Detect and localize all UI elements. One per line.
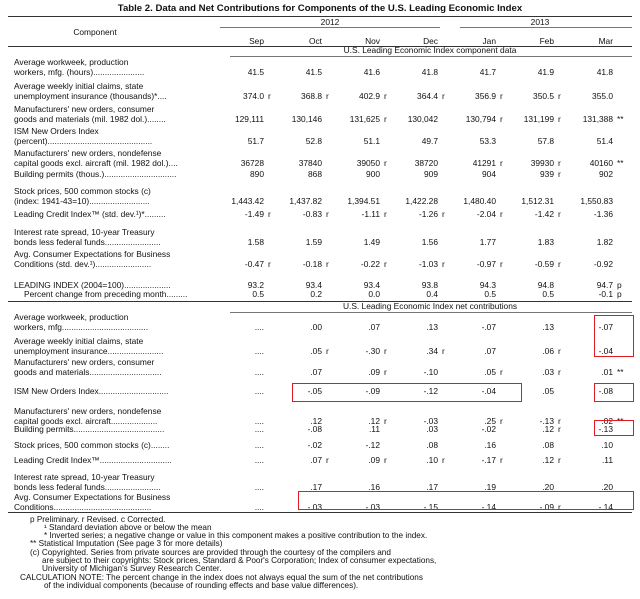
month-header-mar: Mar bbox=[598, 36, 613, 46]
net-contribution-cell: .09 bbox=[368, 455, 380, 465]
leading-index-cell: 94.7 bbox=[596, 280, 613, 290]
net-contribution-cell: -.09 bbox=[365, 386, 380, 396]
net-contribution-cell: .34 bbox=[426, 346, 438, 356]
percent-change-cell: 0.0 bbox=[368, 289, 380, 299]
component-data-flag: r bbox=[384, 209, 387, 219]
net-contribution-cell: .05 bbox=[542, 386, 554, 396]
rule-line bbox=[8, 512, 632, 513]
component-data-flag: r bbox=[268, 91, 271, 101]
footnote-line: * Inverted series; a negative change or value in this component makes a positive contribution to the index. bbox=[44, 531, 428, 540]
net-contribution-cell: .12 bbox=[368, 416, 380, 426]
component-data-cell: 1.58 bbox=[247, 237, 264, 247]
component-data-cell: 131,199 bbox=[523, 114, 554, 124]
component-data-cell: 51.1 bbox=[363, 136, 380, 146]
net-contribution-cell: -.04 bbox=[481, 386, 496, 396]
component-data-flag: r bbox=[268, 259, 271, 269]
component-data-row-label: Avg. Consumer Expectations for Business bbox=[14, 249, 171, 259]
net-contribution-flag: r bbox=[558, 416, 561, 426]
component-data-cell: 130,042 bbox=[407, 114, 438, 124]
component-data-cell: -1.11 bbox=[361, 209, 380, 219]
component-data-flag: r bbox=[558, 209, 561, 219]
component-data-cell: -1.36 bbox=[593, 209, 613, 219]
component-data-cell: 49.7 bbox=[421, 136, 438, 146]
footnote-line: ** Statistical Imputation (See page 3 for more details) bbox=[30, 539, 223, 548]
component-data-cell: 902 bbox=[599, 169, 613, 179]
net-contribution-cell: .... bbox=[254, 416, 264, 426]
component-data-cell: 130,794 bbox=[465, 114, 496, 124]
component-data-flag: r bbox=[558, 169, 561, 179]
month-header-nov: Nov bbox=[365, 36, 380, 46]
net-contribution-flag: r bbox=[384, 346, 387, 356]
net-contribution-cell: .17 bbox=[310, 482, 322, 492]
month-header-feb: Feb bbox=[539, 36, 554, 46]
net-contribution-flag: ** bbox=[617, 416, 624, 426]
net-contribution-cell: .12 bbox=[542, 424, 554, 434]
net-contribution-cell: -.03 bbox=[365, 502, 380, 512]
component-data-flag: r bbox=[500, 259, 503, 269]
component-data-cell: 368.8 bbox=[301, 91, 322, 101]
component-data-row-label: (percent)............................................. bbox=[14, 136, 153, 146]
component-data-cell: 39930 bbox=[530, 158, 554, 168]
component-data-cell: 1.56 bbox=[421, 237, 438, 247]
component-data-cell: 364.4 bbox=[417, 91, 438, 101]
rule-line bbox=[230, 312, 632, 313]
component-data-cell: -1.42 bbox=[534, 209, 554, 219]
component-data-cell: 41.8 bbox=[421, 67, 438, 77]
component-data-row-label: bonds less federal funds........................ bbox=[14, 237, 161, 247]
net-contribution-cell: -.07 bbox=[481, 322, 496, 332]
net-contribution-flag: r bbox=[558, 455, 561, 465]
footnote-line: are subject to their copyrights: Stock prices, Standard & Poor's Corporation; Index of consumer expectations, bbox=[42, 556, 437, 565]
component-data-flag: r bbox=[384, 158, 387, 168]
component-data-cell: 1.77 bbox=[479, 237, 496, 247]
component-data-cell: -1.49 bbox=[244, 209, 264, 219]
highlight-box-4 bbox=[594, 420, 634, 436]
net-contribution-cell: -.13 bbox=[598, 424, 613, 434]
component-data-cell: 51.4 bbox=[596, 136, 613, 146]
component-data-cell: -0.22 bbox=[360, 259, 380, 269]
component-data-flag: r bbox=[326, 259, 329, 269]
net-contribution-cell: -.17 bbox=[481, 455, 496, 465]
component-data-cell: 130,146 bbox=[291, 114, 322, 124]
component-data-cell: 909 bbox=[424, 169, 438, 179]
net-contribution-flag: r bbox=[326, 346, 329, 356]
net-contribution-cell: .12 bbox=[542, 455, 554, 465]
net-contribution-cell: .... bbox=[254, 482, 264, 492]
component-data-cell: 355.0 bbox=[592, 91, 613, 101]
footnote-line: of the individual components (because of rounding effects and base value differences). bbox=[44, 581, 359, 590]
net-contribution-cell: -.04 bbox=[598, 346, 613, 356]
component-data-cell: 41.5 bbox=[305, 67, 322, 77]
component-data-flag: r bbox=[268, 209, 271, 219]
net-contribution-cell: -.02 bbox=[481, 424, 496, 434]
component-data-cell: 41.8 bbox=[596, 67, 613, 77]
component-data-cell: 41.5 bbox=[247, 67, 264, 77]
component-data-cell: 129,111 bbox=[234, 114, 264, 124]
component-data-row-label: Average weekly initial claims, state bbox=[14, 81, 144, 91]
net-contribution-cell: .10 bbox=[601, 440, 613, 450]
net-contribution-section-title: U.S. Leading Economic Index net contributions bbox=[342, 301, 518, 311]
component-data-flag: r bbox=[558, 114, 561, 124]
component-data-cell: 1.59 bbox=[305, 237, 322, 247]
net-contribution-row-label: bonds less federal funds........................ bbox=[14, 482, 161, 492]
month-header-oct: Oct bbox=[308, 36, 322, 46]
net-contribution-flag: r bbox=[558, 346, 561, 356]
highlight-box-2 bbox=[292, 383, 522, 402]
net-contribution-cell: .12 bbox=[310, 416, 322, 426]
net-contribution-row-label: Avg. Consumer Expectations for Business bbox=[14, 492, 171, 502]
component-data-flag: r bbox=[384, 259, 387, 269]
component-data-cell: 57.8 bbox=[537, 136, 554, 146]
component-data-flag: r bbox=[442, 259, 445, 269]
component-data-cell: 890 bbox=[250, 169, 264, 179]
net-contribution-cell: -.07 bbox=[598, 322, 613, 332]
component-data-cell: 900 bbox=[366, 169, 380, 179]
net-contribution-flag: r bbox=[384, 367, 387, 377]
component-data-cell: 374.0 bbox=[243, 91, 264, 101]
component-data-flag: ** bbox=[617, 114, 624, 124]
component-data-flag: r bbox=[326, 209, 329, 219]
net-contribution-cell: .20 bbox=[542, 482, 554, 492]
leading-index-cell: 93.4 bbox=[305, 280, 322, 290]
component-data-cell: 1,443.42 bbox=[231, 196, 264, 206]
net-contribution-cell: .10 bbox=[426, 455, 438, 465]
component-data-row-label: goods and materials (mil. 1982 dol.)........ bbox=[14, 114, 166, 124]
component-data-row-label: capital goods excl. aircraft (mil. 1982 dol.).... bbox=[14, 158, 178, 168]
highlight-box-1 bbox=[594, 315, 634, 357]
component-data-flag: ** bbox=[617, 158, 624, 168]
percent-change-cell: 0.5 bbox=[252, 289, 264, 299]
net-contribution-row-label: Manufacturers' new orders, nondefense bbox=[14, 406, 162, 416]
component-data-cell: 1,437.82 bbox=[289, 196, 322, 206]
component-data-cell: 38720 bbox=[414, 158, 438, 168]
net-contribution-flag: r bbox=[558, 424, 561, 434]
highlight-box-3 bbox=[594, 383, 634, 402]
month-header-sep: Sep bbox=[249, 36, 264, 46]
net-contribution-cell: .01 bbox=[601, 367, 613, 377]
net-contribution-flag: r bbox=[558, 502, 561, 512]
leading-index-cell: 93.2 bbox=[247, 280, 264, 290]
net-contribution-cell: .... bbox=[254, 386, 264, 396]
net-contribution-cell: .11 bbox=[601, 455, 613, 465]
net-contribution-cell: .07 bbox=[310, 367, 322, 377]
component-data-cell: 41291 bbox=[472, 158, 496, 168]
percent-change-cell: 0.2 bbox=[310, 289, 322, 299]
net-contribution-cell: -.08 bbox=[307, 424, 322, 434]
net-contribution-cell: .06 bbox=[542, 346, 554, 356]
component-data-row-label: unemployment insurance (thousands)*.... bbox=[14, 91, 167, 101]
component-data-cell: -0.97 bbox=[476, 259, 496, 269]
net-contribution-row-label: capital goods excl. aircraft.................... bbox=[14, 416, 158, 426]
component-data-cell: -0.92 bbox=[593, 259, 613, 269]
leading-index-cell: 93.8 bbox=[421, 280, 438, 290]
net-contribution-row-label: Average workweek, production bbox=[14, 312, 129, 322]
percent-change-cell: 0.5 bbox=[542, 289, 554, 299]
net-contribution-row-label: Interest rate spread, 10-year Treasury bbox=[14, 472, 155, 482]
component-data-cell: 36728 bbox=[240, 158, 264, 168]
component-data-cell: -2.04 bbox=[476, 209, 496, 219]
net-contribution-cell: .19 bbox=[484, 482, 496, 492]
highlight-box-5 bbox=[298, 491, 634, 510]
component-data-cell: 350.5 bbox=[533, 91, 554, 101]
net-contribution-cell: -.08 bbox=[598, 386, 613, 396]
leading-index-cell: 94.3 bbox=[479, 280, 496, 290]
component-data-cell: 1,394.51 bbox=[347, 196, 380, 206]
net-contribution-cell: -.10 bbox=[423, 367, 438, 377]
net-contribution-flag: r bbox=[558, 367, 561, 377]
percent-change-cell: -0.1 bbox=[598, 289, 613, 299]
net-contribution-cell: .... bbox=[254, 346, 264, 356]
percent-change-cell: 0.5 bbox=[484, 289, 496, 299]
footnote-line: CALCULATION NOTE: The percent change in the index does not always equal the sum of the net contributions bbox=[20, 573, 423, 582]
component-data-flag: r bbox=[442, 209, 445, 219]
footnote-line: p Preliminary. r Revised. c Corrected. bbox=[30, 515, 166, 524]
net-contribution-cell: .08 bbox=[426, 440, 438, 450]
net-contribution-cell: .25 bbox=[484, 416, 496, 426]
component-data-row-label: Building permits (thous.)............................... bbox=[14, 169, 177, 179]
net-contribution-cell: .16 bbox=[368, 482, 380, 492]
component-data-flag: r bbox=[326, 91, 329, 101]
component-data-row-label: Conditions (std. dev.¹)........................ bbox=[14, 259, 152, 269]
component-data-cell: -0.18 bbox=[302, 259, 322, 269]
net-contribution-row-label: Conditions.......................................... bbox=[14, 502, 152, 512]
table-title: Table 2. Data and Net Contributions for Components of the U.S. Leading Economic Index bbox=[117, 3, 523, 14]
net-contribution-cell: .... bbox=[254, 367, 264, 377]
component-data-flag: r bbox=[558, 91, 561, 101]
component-data-row-label: Manufacturers' new orders, nondefense bbox=[14, 148, 162, 158]
rule-line bbox=[460, 27, 632, 28]
net-contribution-cell: -.05 bbox=[307, 386, 322, 396]
net-contribution-row-label: Building permits....................................... bbox=[14, 424, 165, 434]
component-data-row-label: Leading Credit Index™ (std. dev.¹)*......... bbox=[14, 209, 166, 219]
net-contribution-cell: -.12 bbox=[365, 440, 380, 450]
percent-change-flag: p bbox=[617, 289, 622, 299]
component-data-flag: r bbox=[500, 158, 503, 168]
net-contribution-cell: .... bbox=[254, 322, 264, 332]
footnote-line: ¹ Standard deviation above or below the mean bbox=[44, 523, 212, 532]
component-data-cell: 52.8 bbox=[305, 136, 322, 146]
component-data-cell: 356.9 bbox=[475, 91, 496, 101]
net-contribution-row-label: workers, mfg..................................... bbox=[14, 322, 149, 332]
component-data-cell: 939 bbox=[540, 169, 554, 179]
leading-index-flag: p bbox=[617, 280, 622, 290]
net-contribution-cell: -.14 bbox=[481, 502, 496, 512]
year-label-2013: 2013 bbox=[530, 17, 550, 27]
component-data-cell: 1,550.83 bbox=[580, 196, 613, 206]
component-data-row-label: (index: 1941-43=10).......................... bbox=[14, 196, 150, 206]
net-contribution-row-label: unemployment insurance........................ bbox=[14, 346, 164, 356]
net-contribution-cell: -.12 bbox=[423, 386, 438, 396]
component-data-flag: r bbox=[442, 91, 445, 101]
net-contribution-cell: .11 bbox=[368, 424, 380, 434]
net-contribution-cell: .07 bbox=[310, 455, 322, 465]
component-data-row-label: Manufacturers' new orders, consumer bbox=[14, 104, 155, 114]
component-data-row-label: Average workweek, production bbox=[14, 57, 129, 67]
net-contribution-cell: .00 bbox=[310, 322, 322, 332]
leading-index-label: LEADING INDEX (2004=100).................... bbox=[14, 280, 171, 290]
component-data-row-label: Stock prices, 500 common stocks (c) bbox=[14, 186, 151, 196]
net-contribution-cell: .... bbox=[254, 455, 264, 465]
component-data-cell: -0.59 bbox=[534, 259, 554, 269]
net-contribution-row-label: Stock prices, 500 common stocks (c)........ bbox=[14, 440, 170, 450]
net-contribution-flag: r bbox=[326, 455, 329, 465]
rule-line bbox=[220, 27, 440, 28]
component-data-cell: 40160 bbox=[589, 158, 613, 168]
net-contribution-row-label: ISM New Orders Index.............................. bbox=[14, 386, 169, 396]
component-data-cell: 1,422.28 bbox=[405, 196, 438, 206]
net-contribution-cell: -.14 bbox=[598, 502, 613, 512]
net-contribution-cell: -.03 bbox=[423, 416, 438, 426]
component-data-flag: r bbox=[500, 114, 503, 124]
net-contribution-cell: .07 bbox=[368, 322, 380, 332]
net-contribution-cell: -.30 bbox=[365, 346, 380, 356]
component-data-cell: -1.26 bbox=[418, 209, 438, 219]
net-contribution-cell: .05 bbox=[310, 346, 322, 356]
net-contribution-flag: ** bbox=[617, 367, 624, 377]
net-contribution-cell: .03 bbox=[542, 367, 554, 377]
net-contribution-cell: .05 bbox=[484, 367, 496, 377]
net-contribution-cell: .... bbox=[254, 502, 264, 512]
component-data-row-label: ISM New Orders Index bbox=[14, 126, 99, 136]
net-contribution-flag: r bbox=[500, 455, 503, 465]
net-contribution-cell: -.15 bbox=[423, 502, 438, 512]
component-data-cell: 868 bbox=[308, 169, 322, 179]
net-contribution-flag: r bbox=[500, 416, 503, 426]
net-contribution-cell: -.09 bbox=[539, 502, 554, 512]
percent-change-cell: 0.4 bbox=[426, 289, 438, 299]
component-data-cell: 1,512.31 bbox=[521, 196, 554, 206]
component-data-cell: -1.03 bbox=[418, 259, 438, 269]
component-data-cell: -0.83 bbox=[302, 209, 322, 219]
component-header: Component bbox=[73, 27, 117, 37]
component-data-flag: r bbox=[558, 259, 561, 269]
net-contribution-cell: -.02 bbox=[307, 440, 322, 450]
rule-line bbox=[230, 56, 632, 57]
net-contribution-row-label: Leading Credit Index™............................... bbox=[14, 455, 172, 465]
net-contribution-row-label: Manufacturers' new orders, consumer bbox=[14, 357, 155, 367]
component-data-flag: r bbox=[384, 91, 387, 101]
component-data-flag: r bbox=[500, 91, 503, 101]
net-contribution-cell: -.03 bbox=[307, 502, 322, 512]
component-data-cell: 131,388 bbox=[582, 114, 613, 124]
component-data-cell: -0.47 bbox=[244, 259, 264, 269]
net-contribution-cell: .13 bbox=[426, 322, 438, 332]
footnote-line: (c) Copyrighted. Series from private sources are provided through the courtesy of the compilers and bbox=[30, 548, 391, 557]
net-contribution-cell: .09 bbox=[368, 367, 380, 377]
component-data-cell: 402.9 bbox=[359, 91, 380, 101]
component-data-cell: 39050 bbox=[356, 158, 380, 168]
component-data-cell: 904 bbox=[482, 169, 496, 179]
month-header-jan: Jan bbox=[482, 36, 496, 46]
footnote-line: University of Michigan's Survey Research Center. bbox=[42, 564, 222, 573]
net-contribution-row-label: Average weekly initial claims, state bbox=[14, 336, 144, 346]
component-data-cell: 37840 bbox=[298, 158, 322, 168]
net-contribution-cell: .... bbox=[254, 424, 264, 434]
component-data-cell: 41.9 bbox=[537, 67, 554, 77]
component-data-flag: r bbox=[558, 158, 561, 168]
net-contribution-flag: r bbox=[442, 346, 445, 356]
component-data-cell: 1.82 bbox=[596, 237, 613, 247]
month-header-dec: Dec bbox=[423, 36, 438, 46]
component-data-cell: 1,480.40 bbox=[463, 196, 496, 206]
leading-index-cell: 94.8 bbox=[537, 280, 554, 290]
net-contribution-flag: r bbox=[442, 455, 445, 465]
component-data-cell: 53.3 bbox=[479, 136, 496, 146]
component-data-section-title: U.S. Leading Economic Index component data bbox=[343, 45, 517, 55]
component-data-cell: 41.6 bbox=[363, 67, 380, 77]
net-contribution-cell: .17 bbox=[426, 482, 438, 492]
net-contribution-cell: .08 bbox=[542, 440, 554, 450]
net-contribution-cell: .03 bbox=[426, 424, 438, 434]
leading-index-cell: 93.4 bbox=[363, 280, 380, 290]
net-contribution-cell: -.13 bbox=[539, 416, 554, 426]
component-data-flag: r bbox=[500, 209, 503, 219]
component-data-row-label: workers, mfg. (hours)...................... bbox=[14, 67, 145, 77]
component-data-cell: 1.49 bbox=[363, 237, 380, 247]
net-contribution-cell: .16 bbox=[484, 440, 496, 450]
net-contribution-cell: .13 bbox=[542, 322, 554, 332]
year-label-2012: 2012 bbox=[320, 17, 340, 27]
component-data-cell: 41.7 bbox=[479, 67, 496, 77]
net-contribution-cell: .02 bbox=[601, 416, 613, 426]
net-contribution-cell: .20 bbox=[601, 482, 613, 492]
net-contribution-cell: .07 bbox=[484, 346, 496, 356]
net-contribution-row-label: goods and materials............................... bbox=[14, 367, 162, 377]
percent-change-label: Percent change from preceding month......... bbox=[24, 289, 188, 299]
net-contribution-cell: .... bbox=[254, 440, 264, 450]
net-contribution-flag: r bbox=[384, 455, 387, 465]
net-contribution-flag: r bbox=[384, 416, 387, 426]
component-data-cell: 51.7 bbox=[247, 136, 264, 146]
net-contribution-flag: r bbox=[500, 367, 503, 377]
component-data-cell: 1.83 bbox=[537, 237, 554, 247]
component-data-cell: 131,625 bbox=[349, 114, 380, 124]
component-data-flag: r bbox=[384, 114, 387, 124]
component-data-row-label: Interest rate spread, 10-year Treasury bbox=[14, 227, 155, 237]
